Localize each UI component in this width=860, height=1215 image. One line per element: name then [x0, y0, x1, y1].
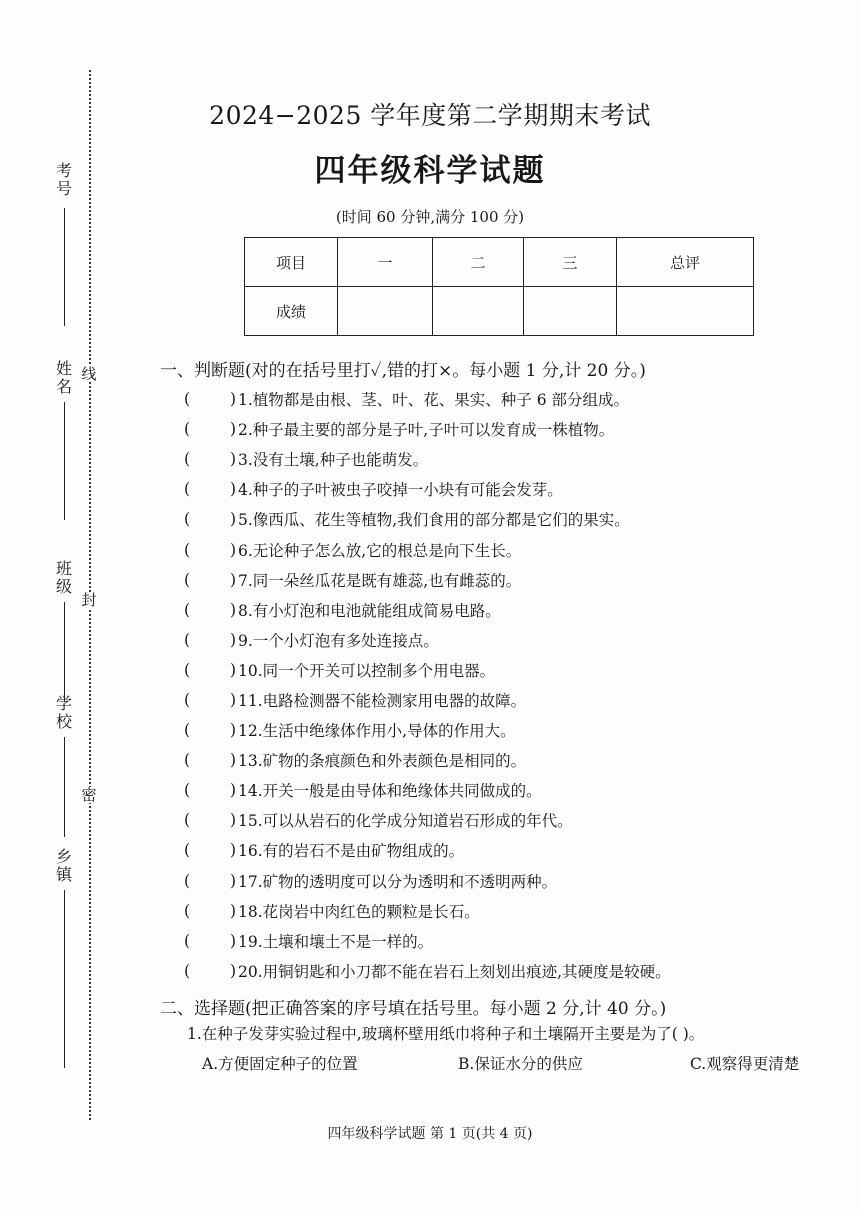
answer-paren-close: ) [229, 841, 237, 860]
answer-paren-open: ( [183, 480, 191, 499]
answer-paren-open: ( [183, 420, 191, 439]
field-township-label: 乡镇 [55, 847, 72, 884]
mc-question-1: 1.在种子发芽实验过程中,玻璃杯壁用纸巾将种子和土壤隔开主要是为了( )。 [187, 1025, 705, 1043]
question-item [182, 625, 671, 655]
question-text: 3.没有土壤,种子也能萌发。 [238, 451, 429, 470]
question-text: 16.有的岩石不是由矿物组成的。 [238, 842, 465, 861]
question-item [182, 414, 671, 444]
question-item [182, 384, 671, 414]
question-item [182, 745, 671, 775]
question-text: 5.像西瓜、花生等植物,我们食用的部分都是它们的果实。 [238, 511, 630, 530]
field-class-line [64, 602, 65, 702]
question-item [182, 504, 671, 534]
answer-paren-open: ( [183, 751, 191, 770]
question-item [182, 715, 671, 745]
answer-paren-close: ) [229, 660, 237, 679]
question-text: 11.电路检测器不能检测家用电器的故障。 [238, 691, 527, 710]
exam-title: 四年级科学试题 [314, 153, 546, 189]
question-text: 4.种子的子叶被虫子咬掉一小块有可能会发芽。 [238, 481, 563, 500]
answer-paren-close: ) [229, 600, 237, 619]
answer-paren-open: ( [183, 721, 191, 740]
question-text: 12.生活中绝缘体作用小,导体的作用大。 [238, 722, 516, 741]
field-class-label: 班级 [55, 559, 72, 596]
section2-title: 二、选择题(把正确答案的序号填在括号里。每小题 2 分,计 40 分。) [160, 999, 667, 1019]
answer-paren-close: ) [229, 570, 237, 589]
score-cell-total[interactable] [617, 287, 754, 336]
question-text: 13.矿物的条痕颜色和外表颜色是相同的。 [238, 752, 527, 771]
answer-paren-open: ( [183, 540, 191, 559]
answer-paren-close: ) [229, 540, 237, 559]
answer-paren-close: ) [229, 811, 237, 830]
question-text: 9.一个小灯泡有多处连接点。 [238, 631, 439, 650]
question-text: 7.同一朵丝瓜花是既有雄蕊,也有雌蕊的。 [238, 571, 522, 590]
answer-paren-open: ( [183, 901, 191, 920]
question-text: 14.开关一般是由导体和绝缘体共同做成的。 [238, 782, 542, 801]
mc-option-c: C.观察得更清楚 [690, 1055, 800, 1073]
seal-word-secret: 密 [81, 786, 97, 804]
page-footer: 四年级科学试题 第 1 页(共 4 页) [327, 1126, 533, 1142]
answer-paren-open: ( [183, 690, 191, 709]
answer-paren-open: ( [183, 871, 191, 890]
answer-paren-open: ( [183, 600, 191, 619]
question-item [182, 805, 671, 835]
question-item [182, 775, 671, 805]
score-header-total: 总评 [617, 238, 754, 287]
answer-paren-close: ) [229, 931, 237, 950]
mc-option-a: A.方便固定种子的位置 [202, 1055, 358, 1073]
field-school-line [64, 737, 65, 837]
answer-paren-open: ( [183, 390, 191, 409]
score-header-item: 项目 [245, 238, 338, 287]
answer-paren-open: ( [183, 450, 191, 469]
question-item [182, 534, 671, 564]
field-school-label: 学校 [55, 694, 72, 731]
question-item [182, 444, 671, 474]
answer-paren-close: ) [229, 480, 237, 499]
score-table [244, 237, 754, 336]
question-text: 1.植物都是由根、茎、叶、花、果实、种子 6 部分组成。 [238, 391, 630, 410]
question-item [182, 685, 671, 715]
answer-paren-open: ( [183, 660, 191, 679]
answer-paren-close: ) [229, 901, 237, 920]
question-item [182, 866, 671, 896]
question-text: 2.种子最主要的部分是子叶,子叶可以发育成一株植物。 [238, 421, 615, 440]
answer-paren-open: ( [183, 811, 191, 830]
answer-paren-close: ) [229, 420, 237, 439]
question-text: 18.花岗岩中肉红色的颗粒是长石。 [238, 902, 480, 921]
score-header-part3: 三 [524, 238, 617, 287]
question-item [182, 595, 671, 625]
answer-paren-close: ) [229, 751, 237, 770]
question-text: 15.可以从岩石的化学成分知道岩石形成的年代。 [238, 812, 573, 831]
answer-paren-close: ) [229, 390, 237, 409]
question-item [182, 474, 671, 504]
score-header-part1: 一 [338, 238, 433, 287]
question-item [182, 956, 671, 986]
question-text: 10.同一个开关可以控制多个用电器。 [238, 661, 496, 680]
field-exam-number-label: 考号 [55, 161, 72, 198]
score-table-score-row [245, 287, 754, 336]
score-header-part2: 二 [433, 238, 524, 287]
answer-paren-close: ) [229, 961, 237, 980]
score-table-header-row [245, 238, 754, 287]
question-item [182, 896, 671, 926]
score-cell-part3[interactable] [524, 287, 617, 336]
answer-paren-close: ) [229, 690, 237, 709]
question-item [182, 926, 671, 956]
question-item [182, 835, 671, 865]
answer-paren-open: ( [183, 570, 191, 589]
question-text: 6.无论种子怎么放,它的根总是向下生长。 [238, 541, 522, 560]
field-name-line [64, 402, 65, 520]
answer-paren-close: ) [229, 630, 237, 649]
field-township-line [64, 890, 65, 1068]
question-item [182, 565, 671, 595]
section1-title: 一、判断题(对的在括号里打✓,错的打×。每小题 1 分,计 20 分。) [160, 361, 646, 381]
question-text: 19.土壤和壤土不是一样的。 [238, 932, 434, 951]
score-cell-part2[interactable] [433, 287, 524, 336]
question-item [182, 655, 671, 685]
exam-time-note: (时间 60 分钟,满分 100 分) [335, 208, 525, 226]
question-text: 20.用铜钥匙和小刀都不能在岩石上刻划出痕迹,其硬度是较硬。 [238, 962, 671, 981]
mc-option-b: B.保证水分的供应 [458, 1055, 583, 1073]
question-text: 17.矿物的透明度可以分为透明和不透明两种。 [238, 872, 558, 891]
seal-word-line: 线 [81, 365, 97, 383]
true-false-question-list [182, 384, 671, 986]
score-cell-part1[interactable] [338, 287, 433, 336]
answer-paren-open: ( [183, 510, 191, 529]
answer-paren-close: ) [229, 510, 237, 529]
answer-paren-close: ) [229, 721, 237, 740]
seal-word-seal: 封 [81, 591, 97, 609]
field-name-label: 姓名 [55, 359, 72, 396]
answer-paren-close: ) [229, 871, 237, 890]
exam-term-heading: 2024−2025 学年度第二学期期末考试 [209, 101, 651, 130]
answer-paren-open: ( [183, 630, 191, 649]
answer-paren-close: ) [229, 450, 237, 469]
answer-paren-close: ) [229, 781, 237, 800]
answer-paren-open: ( [183, 781, 191, 800]
answer-paren-open: ( [183, 931, 191, 950]
score-row-label: 成绩 [245, 287, 338, 336]
answer-paren-open: ( [183, 841, 191, 860]
answer-paren-open: ( [183, 961, 191, 980]
question-text: 8.有小灯泡和电池就能组成简易电路。 [238, 601, 501, 620]
